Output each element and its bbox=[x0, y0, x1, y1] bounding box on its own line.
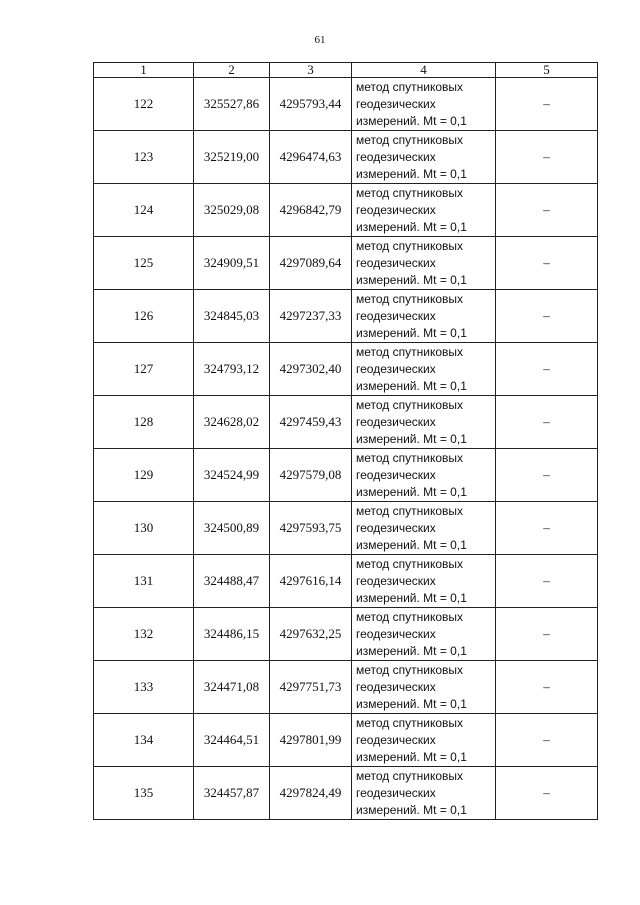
point-number-cell: 122 bbox=[94, 78, 194, 131]
y-coordinate-cell: 4296474,63 bbox=[270, 131, 352, 184]
method-cell bbox=[352, 396, 496, 449]
method-cell bbox=[352, 502, 496, 555]
page-number: 61 bbox=[314, 34, 326, 46]
point-number-cell: 129 bbox=[94, 449, 194, 502]
column-header-note: 5 bbox=[496, 63, 598, 78]
table-row bbox=[94, 343, 598, 396]
table-row bbox=[94, 290, 598, 343]
note-cell: – bbox=[496, 184, 598, 237]
method-line: метод спутниковых bbox=[356, 609, 464, 624]
x-coordinate-cell: 324845,03 bbox=[194, 290, 270, 343]
table-row bbox=[94, 131, 598, 184]
x-coordinate-cell: 324488,47 bbox=[194, 555, 270, 608]
table-body bbox=[94, 78, 598, 820]
note-cell: – bbox=[496, 343, 598, 396]
y-coordinate-cell: 4296842,79 bbox=[270, 184, 352, 237]
method-line: измерений. Mt = 0,1 bbox=[356, 696, 467, 711]
method-line: измерений. Mt = 0,1 bbox=[356, 643, 467, 658]
note-cell: – bbox=[496, 502, 598, 555]
x-coordinate-cell: 325029,08 bbox=[194, 184, 270, 237]
table-row bbox=[94, 767, 598, 820]
y-coordinate-cell: 4297632,25 bbox=[270, 608, 352, 661]
y-coordinate-cell: 4297579,08 bbox=[270, 449, 352, 502]
table-row bbox=[94, 502, 598, 555]
method-cell bbox=[352, 714, 496, 767]
x-coordinate-cell: 324793,12 bbox=[194, 343, 270, 396]
point-number-cell: 132 bbox=[94, 608, 194, 661]
method-line: метод спутниковых bbox=[356, 185, 464, 200]
method-cell bbox=[352, 661, 496, 714]
x-coordinate-cell: 324457,87 bbox=[194, 767, 270, 820]
point-number-cell: 124 bbox=[94, 184, 194, 237]
method-line: метод спутниковых bbox=[356, 132, 464, 147]
point-number-cell: 126 bbox=[94, 290, 194, 343]
method-line: геодезических bbox=[356, 467, 436, 482]
method-cell bbox=[352, 343, 496, 396]
method-cell bbox=[352, 131, 496, 184]
point-number-cell: 133 bbox=[94, 661, 194, 714]
column-header-x: 2 bbox=[194, 63, 270, 78]
header-row bbox=[94, 63, 598, 78]
point-number-cell: 123 bbox=[94, 131, 194, 184]
point-number-cell: 125 bbox=[94, 237, 194, 290]
method-line: метод спутниковых bbox=[356, 768, 464, 783]
y-coordinate-cell: 4297616,14 bbox=[270, 555, 352, 608]
method-line: измерений. Mt = 0,1 bbox=[356, 272, 467, 287]
method-line: геодезических bbox=[356, 308, 436, 323]
y-coordinate-cell: 4297089,64 bbox=[270, 237, 352, 290]
y-coordinate-cell: 4297302,40 bbox=[270, 343, 352, 396]
note-cell: – bbox=[496, 78, 598, 131]
y-coordinate-cell: 4297751,73 bbox=[270, 661, 352, 714]
y-coordinate-cell: 4297237,33 bbox=[270, 290, 352, 343]
y-coordinate-cell: 4297824,49 bbox=[270, 767, 352, 820]
table-row bbox=[94, 449, 598, 502]
method-cell bbox=[352, 290, 496, 343]
method-line: геодезических bbox=[356, 785, 436, 800]
table-row bbox=[94, 237, 598, 290]
note-cell: – bbox=[496, 555, 598, 608]
method-line: геодезических bbox=[356, 573, 436, 588]
point-number-cell: 127 bbox=[94, 343, 194, 396]
method-line: измерений. Mt = 0,1 bbox=[356, 325, 467, 340]
x-coordinate-cell: 325527,86 bbox=[194, 78, 270, 131]
y-coordinate-cell: 4297593,75 bbox=[270, 502, 352, 555]
method-line: геодезических bbox=[356, 149, 436, 164]
coordinates-table bbox=[93, 62, 598, 820]
column-header-y: 3 bbox=[270, 63, 352, 78]
point-number-cell: 128 bbox=[94, 396, 194, 449]
method-line: измерений. Mt = 0,1 bbox=[356, 378, 467, 393]
method-line: измерений. Mt = 0,1 bbox=[356, 537, 467, 552]
method-line: измерений. Mt = 0,1 bbox=[356, 484, 467, 499]
x-coordinate-cell: 324500,89 bbox=[194, 502, 270, 555]
table-row bbox=[94, 78, 598, 131]
column-header-point-number: 1 bbox=[94, 63, 194, 78]
method-line: геодезических bbox=[356, 202, 436, 217]
table-header bbox=[94, 63, 598, 78]
method-cell bbox=[352, 78, 496, 131]
y-coordinate-cell: 4295793,44 bbox=[270, 78, 352, 131]
x-coordinate-cell: 324909,51 bbox=[194, 237, 270, 290]
point-number-cell: 130 bbox=[94, 502, 194, 555]
table-row bbox=[94, 661, 598, 714]
x-coordinate-cell: 324486,15 bbox=[194, 608, 270, 661]
method-line: измерений. Mt = 0,1 bbox=[356, 590, 467, 605]
x-coordinate-cell: 324628,02 bbox=[194, 396, 270, 449]
method-line: геодезических bbox=[356, 414, 436, 429]
note-cell: – bbox=[496, 661, 598, 714]
method-line: измерений. Mt = 0,1 bbox=[356, 166, 467, 181]
method-cell bbox=[352, 237, 496, 290]
method-cell bbox=[352, 184, 496, 237]
method-line: геодезических bbox=[356, 255, 436, 270]
note-cell: – bbox=[496, 608, 598, 661]
method-line: геодезических bbox=[356, 679, 436, 694]
method-cell bbox=[352, 449, 496, 502]
x-coordinate-cell: 324464,51 bbox=[194, 714, 270, 767]
method-line: метод спутниковых bbox=[356, 662, 464, 677]
method-line: метод спутниковых bbox=[356, 238, 464, 253]
method-line: измерений. Mt = 0,1 bbox=[356, 749, 467, 764]
method-line: измерений. Mt = 0,1 bbox=[356, 219, 467, 234]
y-coordinate-cell: 4297801,99 bbox=[270, 714, 352, 767]
method-cell bbox=[352, 555, 496, 608]
method-line: метод спутниковых bbox=[356, 715, 464, 730]
method-cell bbox=[352, 608, 496, 661]
method-line: геодезических bbox=[356, 520, 436, 535]
x-coordinate-cell: 325219,00 bbox=[194, 131, 270, 184]
method-line: геодезических bbox=[356, 626, 436, 641]
method-line: измерений. Mt = 0,1 bbox=[356, 113, 467, 128]
method-line: метод спутниковых bbox=[356, 556, 464, 571]
method-cell bbox=[352, 767, 496, 820]
column-header-method: 4 bbox=[352, 63, 496, 78]
table-row bbox=[94, 714, 598, 767]
method-line: метод спутниковых bbox=[356, 344, 464, 359]
point-number-cell: 134 bbox=[94, 714, 194, 767]
table-row bbox=[94, 184, 598, 237]
method-line: метод спутниковых bbox=[356, 291, 464, 306]
method-line: метод спутниковых bbox=[356, 503, 464, 518]
table-row bbox=[94, 608, 598, 661]
method-line: метод спутниковых bbox=[356, 450, 464, 465]
table-row bbox=[94, 396, 598, 449]
note-cell: – bbox=[496, 767, 598, 820]
note-cell: – bbox=[496, 237, 598, 290]
method-line: геодезических bbox=[356, 732, 436, 747]
point-number-cell: 135 bbox=[94, 767, 194, 820]
note-cell: – bbox=[496, 449, 598, 502]
method-line: геодезических bbox=[356, 361, 436, 376]
method-line: измерений. Mt = 0,1 bbox=[356, 431, 467, 446]
note-cell: – bbox=[496, 290, 598, 343]
note-cell: – bbox=[496, 131, 598, 184]
point-number-cell: 131 bbox=[94, 555, 194, 608]
y-coordinate-cell: 4297459,43 bbox=[270, 396, 352, 449]
x-coordinate-cell: 324471,08 bbox=[194, 661, 270, 714]
note-cell: – bbox=[496, 714, 598, 767]
table-row bbox=[94, 555, 598, 608]
note-cell: – bbox=[496, 396, 598, 449]
method-line: метод спутниковых bbox=[356, 397, 464, 412]
method-line: измерений. Mt = 0,1 bbox=[356, 802, 467, 817]
method-line: метод спутниковых bbox=[356, 79, 464, 94]
method-line: геодезических bbox=[356, 96, 436, 111]
x-coordinate-cell: 324524,99 bbox=[194, 449, 270, 502]
